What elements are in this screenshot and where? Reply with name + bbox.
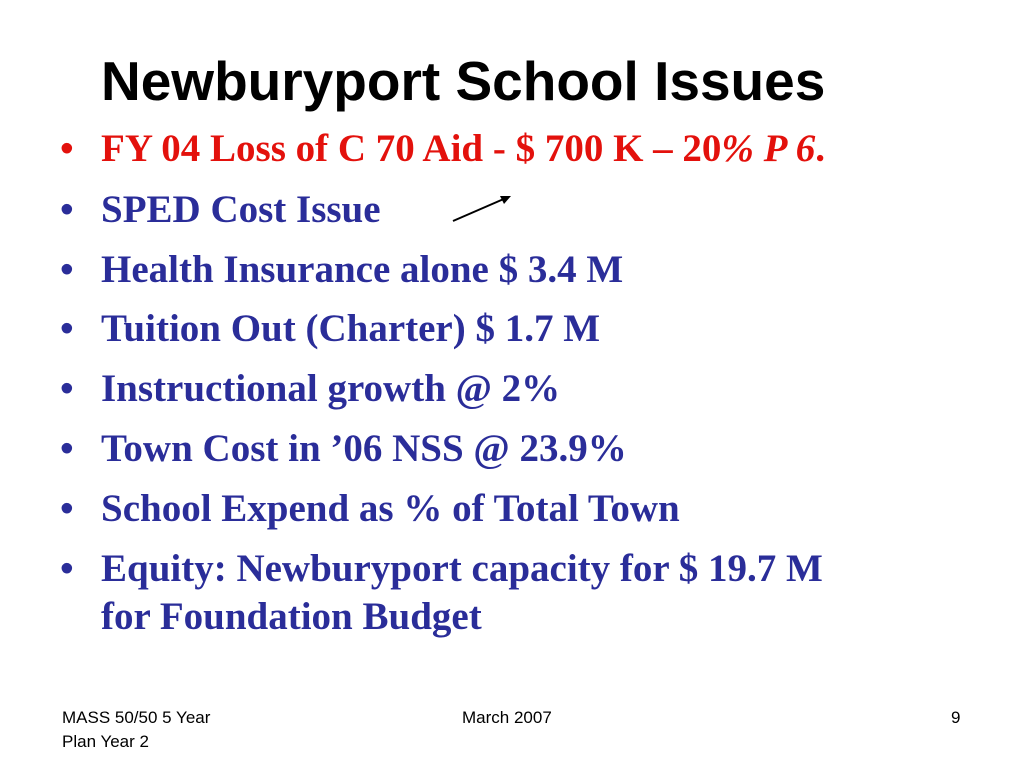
bullet-text: SPED Cost Issue bbox=[101, 188, 381, 231]
bullet-icon: • bbox=[60, 427, 74, 470]
bullet-text: Tuition Out (Charter) $ 1.7 M bbox=[101, 307, 601, 350]
bullet-text-line1: Equity: Newburyport capacity for $ 19.7 M bbox=[101, 547, 823, 590]
bullet-text: School Expend as % of Total Town bbox=[101, 487, 680, 530]
arrow-up-right-icon bbox=[450, 192, 520, 228]
bullet-icon: • bbox=[60, 307, 74, 350]
bullet-text-suffix: . bbox=[815, 127, 826, 170]
footer-left-line1: MASS 50/50 5 Year bbox=[62, 708, 211, 727]
bullet-text: Instructional growth @ 2% bbox=[101, 367, 561, 410]
bullet-text-line2: for Foundation Budget bbox=[101, 595, 482, 638]
bullet-icon: • bbox=[60, 367, 74, 410]
bullet-text: Town Cost in ’06 NSS @ 23.9% bbox=[101, 427, 627, 470]
bullet-text: Health Insurance alone $ 3.4 M bbox=[101, 248, 624, 291]
footer-left-line2: Plan Year 2 bbox=[62, 732, 149, 751]
bullet-icon: • bbox=[60, 188, 74, 231]
bullet-icon: • bbox=[60, 487, 74, 530]
bullet-icon: • bbox=[60, 248, 74, 291]
footer-date: March 2007 bbox=[462, 708, 552, 727]
footer-left bbox=[62, 706, 210, 754]
bullet-icon: • bbox=[60, 127, 74, 170]
footer-page-number: 9 bbox=[951, 708, 961, 727]
bullet-text: FY 04 Loss of C 70 Aid - $ 700 K – 20 bbox=[101, 127, 722, 170]
slide-title: Newburyport School Issues bbox=[101, 50, 826, 112]
bullet-text-italic: % P 6 bbox=[721, 127, 816, 170]
bullet-icon: • bbox=[60, 547, 74, 590]
